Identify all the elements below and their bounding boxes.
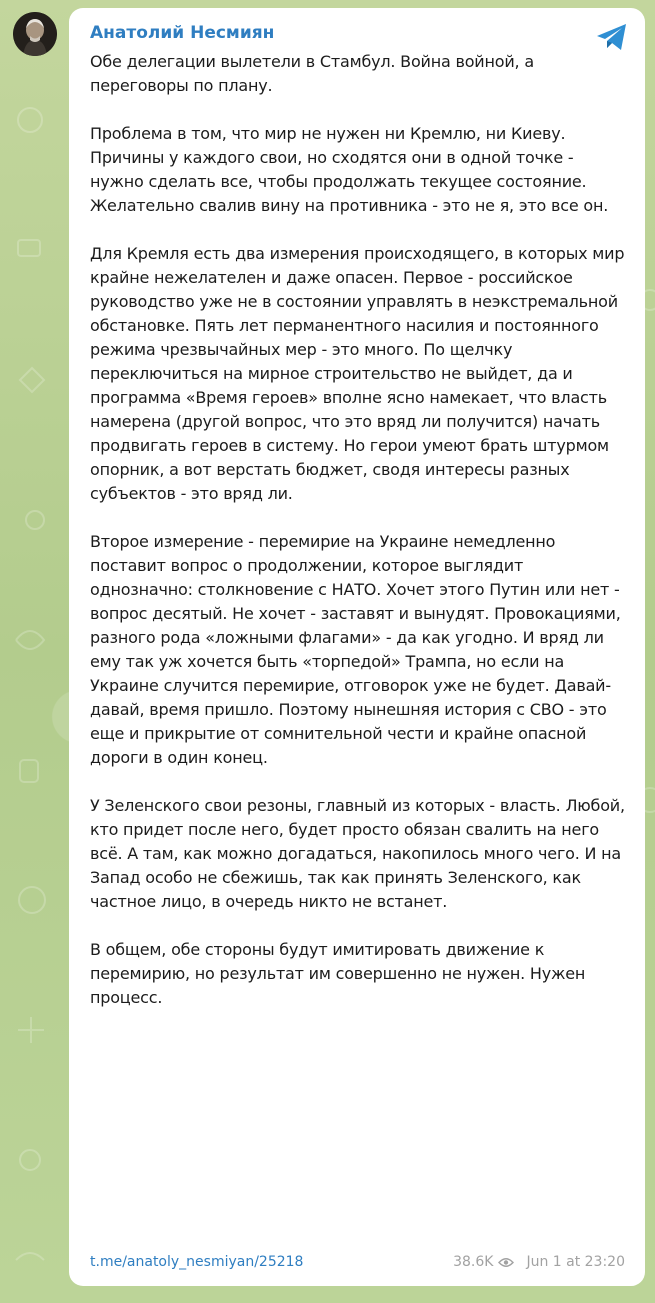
paragraph: Проблема в том, что мир не нужен ни Кремлю, ни Киеву. Причины у каждого свои, но сходятся они в одной точке - нужно сделать все, чтобы продолжать текущее состояние. Желательно свалив вину на противника - это не я, это все он. [90, 124, 609, 215]
paragraph: Второе измерение - перемирие на Украине немедленно поставит вопрос о продолжении, которое выглядит однозначно: столкновение с НАТО. Хочет этого Путин или нет - вопрос десятый. Не хочет - заставят и вынудят. Провокациями, разного рода «ложными флагами» - да как угодно. И вряд ли ему так уж хочется быть «торпедой» Трампа, но если на Украине случится перемирие, отговорок уже не будет. Давай-давай, время пришло. Поэтому нынешняя история с СВО - это еще и прикрытие от сомнительной чести и крайне опасной дороги в один конец. [90, 532, 621, 767]
paragraph: Для Кремля есть два измерения происходящего, в которых мир крайне нежелателен и даже опасен. Первое - российское руководство уже не в состоянии управлять в неэкстремальной обстановке. Пять лет перманентного насилия и постоянного режима чрезвычайных мер - это много. По щелчку переключиться на мирное строительство не выйдет, да и программа «Время героев» вполне ясно намекает, что власть намерена (другой вопрос, что это вряд ли получится) начать продвигать героев в систему. Но герои умеют брать штурмом опорник, а вот верстать бюджет, сводя интересы разных субъектов - это вряд ли. [90, 244, 625, 503]
message-date: Jun 1 at 23:20 [526, 1254, 625, 1270]
message-meta [453, 1254, 625, 1270]
channel-name[interactable]: Анатолий Несмиян [90, 23, 275, 43]
telegram-icon[interactable] [595, 22, 629, 52]
paragraph: У Зеленского свои резоны, главный из которых - власть. Любой, кто придет после него, будет просто обязан свалить на него всё. А там, как можно догадаться, накопилось много чего. И на Запад особо не сбежишь, так как принять Зеленского, как частное лицо, в очередь никто не встанет. [90, 796, 625, 911]
paragraph: Обе делегации вылетели в Стамбул. Война войной, а переговоры по плану. [90, 52, 534, 95]
post-link[interactable]: t.me/anatoly_nesmiyan/25218 [90, 1254, 304, 1270]
paragraph: В общем, обе стороны будут имитировать движение к перемирию, но результат им совершенно не нужен. Нужен процесс. [90, 940, 586, 1007]
view-count: 38.6K [453, 1254, 494, 1270]
avatar-photo [13, 12, 57, 56]
message-footer [90, 1252, 625, 1272]
eye-icon [498, 1257, 514, 1268]
message-bubble [69, 8, 645, 1286]
channel-avatar[interactable] [13, 12, 57, 56]
message-text [90, 50, 625, 1010]
